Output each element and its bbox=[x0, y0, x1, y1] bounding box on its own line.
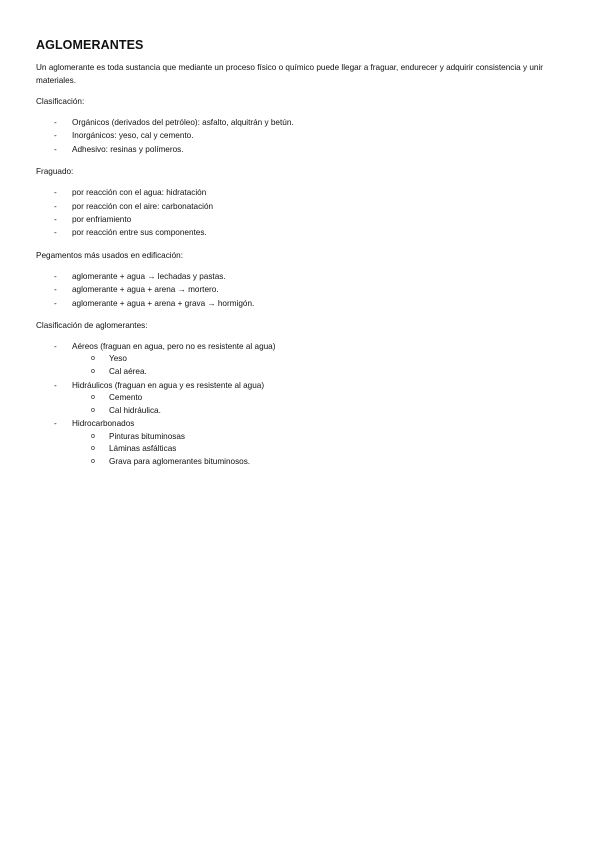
circle-marker: o bbox=[91, 394, 95, 402]
sublist-hidrocarbonados bbox=[72, 431, 566, 469]
list-clasificacion-aglomerantes bbox=[36, 340, 566, 468]
circle-marker: o bbox=[91, 368, 95, 376]
list-item bbox=[36, 213, 566, 226]
dash-marker: - bbox=[54, 380, 57, 390]
intro-paragraph: Un aglomerante es toda sustancia que mediante un proceso físico o químico puede llegar a fraguar, endurecer y adquirir consistencia y unir materiales. bbox=[36, 63, 544, 85]
list-item bbox=[36, 340, 566, 379]
dash-marker: - bbox=[54, 188, 57, 198]
dash-marker: - bbox=[54, 271, 57, 281]
list-item-text: aglomerante + agua + arena → mortero. bbox=[72, 285, 219, 295]
section-heading-fraguado: Fraguado: bbox=[36, 167, 74, 177]
sublist-item-text: Grava para aglomerantes bituminosos. bbox=[109, 456, 251, 466]
sublist-item-text: Cemento bbox=[109, 393, 143, 403]
dash-marker: - bbox=[54, 285, 57, 295]
list-item bbox=[36, 297, 566, 310]
list-item-text: por enfriamiento bbox=[72, 215, 132, 225]
sublist-hidraulicos bbox=[72, 392, 566, 417]
dash-marker: - bbox=[54, 419, 57, 429]
list-item bbox=[36, 129, 566, 142]
circle-marker: o bbox=[91, 406, 95, 414]
section-heading-clasificacion: Clasificación: bbox=[36, 97, 85, 106]
sublist-item bbox=[72, 353, 566, 366]
list-item-text: Orgánicos (derivados del petróleo): asfalto, alquitrán y betún. bbox=[72, 118, 294, 127]
list-item bbox=[36, 283, 566, 296]
circle-marker: o bbox=[91, 355, 95, 363]
sublist-item bbox=[72, 443, 566, 456]
list-item-text: por reacción entre sus componentes. bbox=[72, 228, 207, 238]
circle-marker: o bbox=[91, 457, 95, 465]
dash-marker: - bbox=[54, 131, 57, 141]
dash-marker: - bbox=[54, 118, 57, 127]
dash-marker: - bbox=[54, 342, 57, 352]
list-item bbox=[36, 200, 566, 213]
list-item-text: aglomerante + agua → lechadas y pastas. bbox=[72, 271, 226, 281]
sublist-item-text: Cal hidráulica. bbox=[109, 405, 161, 415]
list-item-text: Hidráulicos (fraguan en agua y es resistente al agua) bbox=[72, 380, 265, 390]
sublist-aereos bbox=[72, 353, 566, 378]
list-item bbox=[36, 116, 566, 129]
document-page bbox=[36, 38, 566, 478]
dash-marker: - bbox=[54, 144, 57, 154]
list-item bbox=[36, 143, 566, 156]
list-item-text: Aéreos (fraguan en agua, pero no es resistente al agua) bbox=[72, 342, 276, 352]
section-heading-clasificacion-aglomerantes: Clasificación de aglomerantes: bbox=[36, 321, 148, 331]
list-pegamentos bbox=[36, 270, 566, 310]
dash-marker: - bbox=[54, 215, 57, 225]
document-title: AGLOMERANTES bbox=[36, 38, 144, 52]
sublist-item-text: Yeso bbox=[109, 354, 127, 364]
list-item bbox=[36, 270, 566, 283]
dash-marker: - bbox=[54, 228, 57, 238]
list-item bbox=[36, 417, 566, 468]
section-heading-pegamentos: Pegamentos más usados en edificación: bbox=[36, 250, 184, 260]
list-item bbox=[36, 186, 566, 199]
sublist-item-text: Cal aérea. bbox=[109, 367, 147, 377]
circle-marker: o bbox=[91, 445, 95, 453]
dash-marker: - bbox=[54, 201, 57, 211]
list-item bbox=[36, 226, 566, 239]
sublist-item bbox=[72, 431, 566, 444]
list-clasificacion bbox=[36, 116, 566, 156]
circle-marker: o bbox=[91, 432, 95, 440]
list-item-text: por reacción con el aire: carbonatación bbox=[72, 201, 214, 211]
sublist-item bbox=[72, 405, 566, 418]
list-item-text: Hidrocarbonados bbox=[72, 419, 135, 429]
sublist-item bbox=[72, 456, 566, 469]
sublist-item-text: Láminas asfálticas bbox=[109, 444, 177, 454]
list-item bbox=[36, 379, 566, 418]
sublist-item bbox=[72, 366, 566, 379]
dash-marker: - bbox=[54, 298, 57, 308]
list-item-text: aglomerante + agua + arena + grava → hormigón. bbox=[72, 298, 255, 308]
sublist-item bbox=[72, 392, 566, 405]
list-item-text: Inorgánicos: yeso, cal y cemento. bbox=[72, 131, 194, 141]
list-item-text: Adhesivo: resinas y polímeros. bbox=[72, 144, 184, 154]
list-fraguado bbox=[36, 186, 566, 240]
list-item-text: por reacción con el agua: hidratación bbox=[72, 188, 207, 198]
sublist-item-text: Pinturas bituminosas bbox=[109, 431, 185, 441]
